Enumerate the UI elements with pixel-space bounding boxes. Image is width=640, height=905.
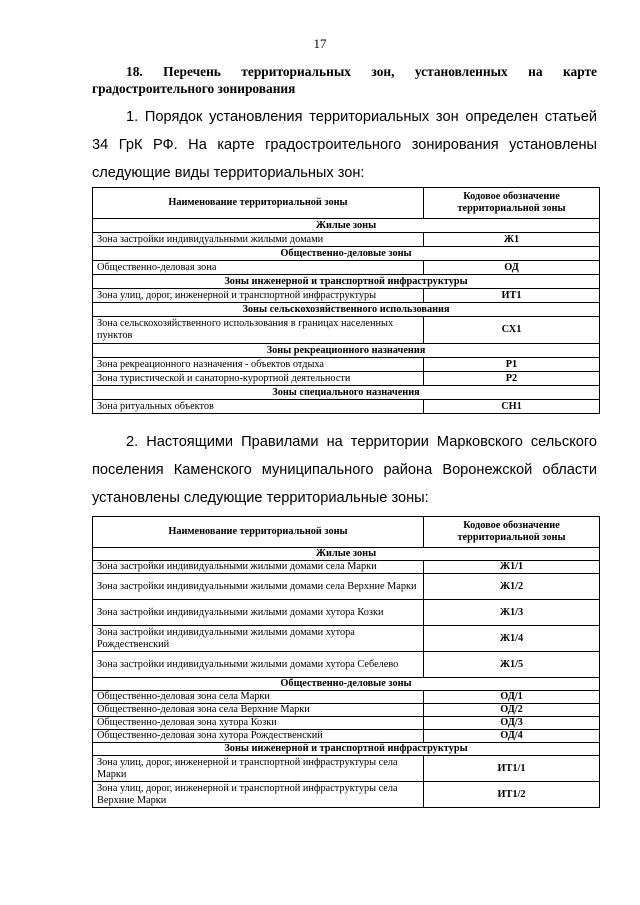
zone-code-cell: Ж1/3 <box>424 600 600 626</box>
zone-name-cell: Общественно-деловая зона хутора Рождественский <box>93 730 424 743</box>
zone-code-cell: ИТ1/1 <box>424 756 600 782</box>
header-zone-code: Кодовое обозначение территориальной зоны <box>424 188 600 219</box>
zone-name-cell: Общественно-деловая зона села Марки <box>93 691 424 704</box>
group-row <box>93 303 600 317</box>
group-row <box>93 743 600 756</box>
zone-code-cell: Р1 <box>424 358 600 372</box>
table-row <box>93 372 600 386</box>
page-number: 17 <box>313 36 327 51</box>
zone-group-title: Жилые зоны <box>93 219 600 233</box>
zone-name-cell: Зона застройки индивидуальными жилыми домами хутора Себелево <box>93 652 424 678</box>
zone-name-cell: Общественно-деловая зона села Верхние Марки <box>93 704 424 717</box>
zone-group-title: Зоны рекреационного назначения <box>93 344 600 358</box>
group-row <box>93 386 600 400</box>
table-row <box>93 691 600 704</box>
zone-group-title: Общественно-деловые зоны <box>93 247 600 261</box>
group-row <box>93 275 600 289</box>
table-row <box>93 717 600 730</box>
zone-group-title: Зоны инженерной и транспортной инфраструктуры <box>93 275 600 289</box>
table-header-row <box>93 517 600 548</box>
zone-name-cell: Зона улиц, дорог, инженерной и транспортной инфраструктуры <box>93 289 424 303</box>
zone-code-cell: ОД/1 <box>424 691 600 704</box>
table-row <box>93 261 600 275</box>
zone-code-cell: СХ1 <box>424 317 600 344</box>
section-heading: 18. Перечень территориальных зон, установленных на карте градостроительного зонирования <box>92 64 597 96</box>
table-row <box>93 574 600 600</box>
zone-name-cell: Зона застройки индивидуальными жилыми домами села Верхние Марки <box>93 574 424 600</box>
group-row <box>93 219 600 233</box>
table-header-row <box>93 188 600 219</box>
zone-code-cell: Ж1/4 <box>424 626 600 652</box>
zone-group-title: Жилые зоны <box>93 548 600 561</box>
zones-table-general <box>92 187 600 414</box>
table-row <box>93 600 600 626</box>
zone-name-cell: Зона туристической и санаторно-курортной деятельности <box>93 372 424 386</box>
table-row <box>93 233 600 247</box>
zones-table-body <box>93 219 600 414</box>
zone-name-cell: Зона застройки индивидуальными жилыми домами хутора Козки <box>93 600 424 626</box>
zone-group-title: Зоны инженерной и транспортной инфраструктуры <box>93 743 600 756</box>
zone-code-cell: ОД/3 <box>424 717 600 730</box>
zone-name-cell: Зона рекреационного назначения - объектов отдыха <box>93 358 424 372</box>
header-zone-code: Кодовое обозначение территориальной зоны <box>424 517 600 548</box>
zone-name-cell: Зона застройки индивидуальными жилыми домами села Марки <box>93 561 424 574</box>
paragraph-2: 2. Настоящими Правилами на территории Марковского сельского поселения Каменского муниципального района Воронежской области установлены следующие территориальные зоны: <box>92 434 597 506</box>
header-zone-name: Наименование территориальной зоны <box>93 517 424 548</box>
table-row <box>93 704 600 717</box>
table-row <box>93 400 600 414</box>
table-row <box>93 730 600 743</box>
zone-code-cell: Ж1/1 <box>424 561 600 574</box>
table-row <box>93 317 600 344</box>
zone-code-cell: Ж1/2 <box>424 574 600 600</box>
zone-name-cell: Зона застройки индивидуальными жилыми домами <box>93 233 424 247</box>
group-row <box>93 344 600 358</box>
group-row <box>93 548 600 561</box>
table-row <box>93 358 600 372</box>
zone-code-cell: ИТ1 <box>424 289 600 303</box>
zone-code-cell: Ж1/5 <box>424 652 600 678</box>
zone-name-cell: Зона сельскохозяйственного использования в границах населенных пунктов <box>93 317 424 344</box>
table-row <box>93 561 600 574</box>
table-row <box>93 756 600 782</box>
table-row <box>93 289 600 303</box>
zone-name-cell: Зона ритуальных объектов <box>93 400 424 414</box>
group-row <box>93 678 600 691</box>
zone-name-cell: Общественно-деловая зона <box>93 261 424 275</box>
zone-code-cell: Р2 <box>424 372 600 386</box>
table-row <box>93 782 600 808</box>
zone-name-cell: Зона улиц, дорог, инженерной и транспортной инфраструктуры села Верхние Марки <box>93 782 424 808</box>
zone-name-cell: Зона улиц, дорог, инженерной и транспортной инфраструктуры села Марки <box>93 756 424 782</box>
group-row <box>93 247 600 261</box>
header-zone-name: Наименование территориальной зоны <box>93 188 424 219</box>
zone-code-cell: ИТ1/2 <box>424 782 600 808</box>
zone-group-title: Зоны специального назначения <box>93 386 600 400</box>
zones-table-markovskoe <box>92 516 600 808</box>
zone-code-cell: ОД/2 <box>424 704 600 717</box>
zone-group-title: Зоны сельскохозяйственного использования <box>93 303 600 317</box>
zone-group-title: Общественно-деловые зоны <box>93 678 600 691</box>
zone-code-cell: ОД/4 <box>424 730 600 743</box>
zone-code-cell: ОД <box>424 261 600 275</box>
paragraph-1: 1. Порядок установления территориальных зон определен статьей 34 ГрК РФ. На карте градостроительного зонирования установлены следующие виды территориальных зон: <box>92 109 597 181</box>
zones-table-body <box>93 548 600 808</box>
zone-name-cell: Зона застройки индивидуальными жилыми домами хутора Рождественский <box>93 626 424 652</box>
zone-code-cell: Ж1 <box>424 233 600 247</box>
zone-code-cell: СН1 <box>424 400 600 414</box>
table-row <box>93 626 600 652</box>
table-row <box>93 652 600 678</box>
zone-name-cell: Общественно-деловая зона хутора Козки <box>93 717 424 730</box>
